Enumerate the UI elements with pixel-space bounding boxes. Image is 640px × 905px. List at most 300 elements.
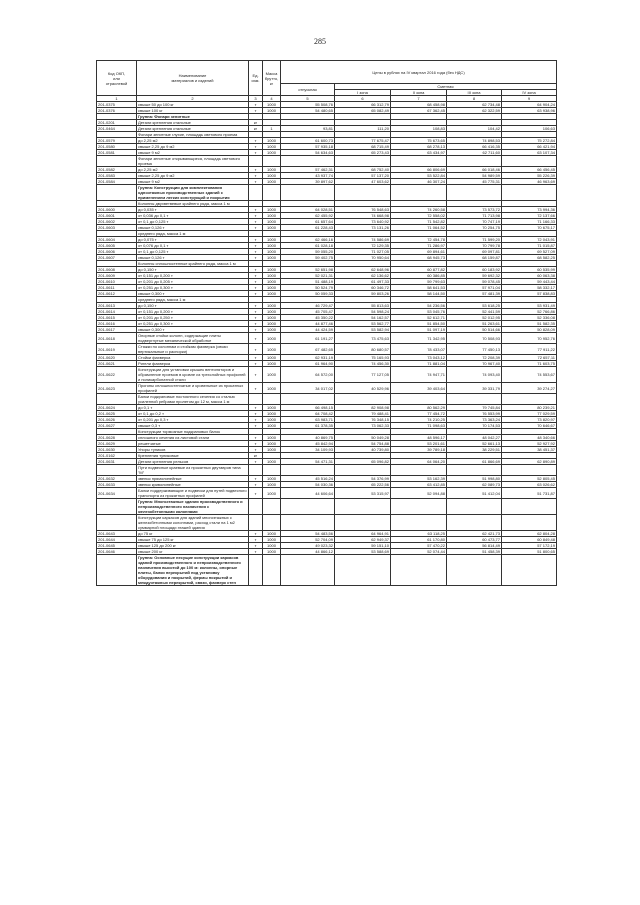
col-number: 4 [263, 96, 281, 102]
cell-price: 51 582,35 [502, 321, 557, 327]
cell-mass [263, 394, 281, 405]
cell-price: 50 514,66 [447, 327, 502, 333]
table-row [97, 476, 557, 482]
cell-price: 61 228,43 [281, 225, 335, 231]
cell-price: 53 162,39 [391, 476, 447, 482]
cell-unit: т [249, 108, 263, 114]
cell-price [335, 515, 391, 531]
cell-price: 51 998,80 [447, 476, 502, 482]
cell-mass: 1000 [263, 249, 281, 255]
cell-price: 71 166,33 [502, 219, 557, 225]
cell-price: 39 403,64 [391, 383, 447, 394]
cell-price: 74 456,30 [335, 361, 391, 367]
cell-price: 65 222,56 [335, 482, 391, 488]
cell-price [335, 465, 391, 476]
cell-price: 72 454,78 [391, 237, 447, 243]
cell-mass: 1000 [263, 279, 281, 285]
cell-price: 44 877,46 [281, 321, 335, 327]
cell-name: от 0,036 до 0,1 т [137, 213, 249, 219]
cell-name: Детали крепления стальные [137, 126, 249, 132]
cell-price [391, 499, 447, 515]
cell-name: свыше 9 м2 [137, 150, 249, 156]
cell-mass: 1000 [263, 411, 281, 417]
cell-price: 58 144,50 [391, 291, 447, 297]
cell-name: до 0,035 т [137, 207, 249, 213]
cell-price: 74 586,69 [335, 237, 391, 243]
cell-price: 50 049,28 [335, 435, 391, 441]
cell-name: Ригели фахверка [137, 361, 249, 367]
cell-price: 63 118,25 [391, 531, 447, 537]
cell-price: 66 312,79 [335, 102, 391, 108]
cell-name: от 0,251 до 0,300 т [137, 285, 249, 291]
cell-price: 44 424,59 [281, 327, 335, 333]
cell-code: 201-0627 [97, 423, 137, 429]
cell-name: до 75 кг [137, 531, 249, 537]
cell-price: 54 162,57 [335, 315, 391, 321]
cell-price: 65 273,43 [335, 150, 391, 156]
cell-code: 201-0582 [97, 167, 137, 173]
cell-price: 60 849,48 [502, 537, 557, 543]
cell-price [391, 185, 447, 201]
cell-price: 52 336,08 [502, 315, 557, 321]
cell-code: 201-0646 [97, 549, 137, 555]
cell-price: 52 927,92 [502, 441, 557, 447]
cell-price: 64 028,51 [281, 207, 335, 213]
cell-price [391, 394, 447, 405]
header-zone-4: IV зона [502, 90, 557, 96]
cell-mass: 1000 [263, 543, 281, 549]
cell-price: 70 254,75 [447, 225, 502, 231]
cell-price: 52 805,45 [502, 476, 557, 482]
cell-price: 70 950,64 [335, 255, 391, 261]
cell-price: 73 062,33 [335, 423, 391, 429]
cell-price: 73 131,26 [335, 225, 391, 231]
cell-price: 54 471,31 [281, 459, 335, 465]
cell-price: 66 806,69 [391, 167, 447, 173]
group-title: Группа: Многоэтажные здания производственного и непроизводственного назначения с железобетонными колоннами [137, 499, 249, 515]
cell-name: свыше 9 м2 [137, 179, 249, 185]
cell-price: 66 456,45 [502, 167, 557, 173]
cell-price: 73 640,92 [335, 219, 391, 225]
cell-price: 73 475,63 [335, 333, 391, 344]
cell-price: 57 470,22 [391, 543, 447, 549]
cell-price [391, 156, 447, 167]
cell-mass: 1000 [263, 267, 281, 273]
col-number: 3 [249, 96, 263, 102]
cell-price: 62 421,73 [447, 531, 502, 537]
cell-price: 71 603,75 [502, 361, 557, 367]
cell-mass: 1000 [263, 237, 281, 243]
cell-price: 60 183,92 [447, 267, 502, 273]
cell-unit: т [249, 279, 263, 285]
cell-mass: 1000 [263, 255, 281, 261]
cell-code: 201-0615 [97, 315, 137, 321]
cell-price [502, 499, 557, 515]
cell-price: 59 443,44 [502, 279, 557, 285]
section-title: Конструкции каркасов для зданий многоэтажных с железобетонными колоннами, расход стали на 1 м2 суммарной площади этажей здания [137, 515, 249, 531]
cell-price: 61 497,33 [335, 279, 391, 285]
cell-name: Прогоны сплошностенчатые и кровельные из прокатных профилей [137, 383, 249, 394]
cell-price: 71 713,98 [447, 213, 502, 219]
cell-code: 201-0602 [97, 219, 137, 225]
group-title: Группа: Конструкции для комплектования одноэтажных производственных зданий с применением легких конструкций и покрытия [137, 185, 249, 201]
cell-name: свыше 2,25 до 9 м2 [137, 173, 249, 179]
cell-name: до 0,075 т [137, 237, 249, 243]
cell-name: до 0,1 т [137, 405, 249, 411]
header-zone-3: III зона [447, 90, 502, 96]
header-code [97, 61, 137, 96]
cell-name: сплошного сечения из листовой стали [137, 435, 249, 441]
cell-price: 53 315,97 [335, 488, 391, 499]
cell-unit: т [249, 447, 263, 453]
cell-mass: 1000 [263, 435, 281, 441]
cell-price: 70 646,67 [502, 423, 557, 429]
cell-mass: 1 [263, 126, 281, 132]
cell-price: 55 508,76 [281, 102, 335, 108]
header-mass-label: Масса [265, 70, 278, 76]
cell-price: 39 331,79 [447, 383, 502, 394]
cell-price: 66 421,94 [502, 144, 557, 150]
cell-name: свыше 0,300 т [137, 327, 249, 333]
cell-code: 201-0162 [97, 453, 137, 459]
cell-mass: 1000 [263, 423, 281, 429]
cell-code [97, 465, 137, 476]
cell-price: 73 994,36 [502, 207, 557, 213]
table-row [97, 417, 557, 423]
cell-price: 50 059,33 [281, 291, 335, 297]
cell-name: от 0,1 до 0,2 т [137, 411, 249, 417]
cell-name: до 2,25 м2 [137, 138, 249, 144]
table-row [97, 321, 557, 327]
cell-price: 54 754,88 [335, 441, 391, 447]
cell-price: 60 473,77 [447, 537, 502, 543]
cell-name: свыше 50 до 100 кг [137, 102, 249, 108]
cell-mass: 1000 [263, 173, 281, 179]
cell-price: 49 023,32 [281, 543, 335, 549]
cell-price: 65 096,82 [335, 459, 391, 465]
cell-price: 68 752,40 [335, 167, 391, 173]
table-row [97, 315, 557, 321]
cell-unit: т [249, 417, 263, 423]
cell-price [447, 156, 502, 167]
table-row [97, 361, 557, 367]
cell-price: 39 789,18 [391, 447, 447, 453]
cell-mass [263, 185, 281, 201]
cell-price: 75 673,65 [391, 138, 447, 144]
cell-unit: т [249, 309, 263, 315]
cell-code: 201-0623 [97, 383, 137, 394]
cell-code [97, 185, 137, 201]
cell-unit: т [249, 102, 263, 108]
cell-price [281, 394, 335, 405]
cell-unit [249, 555, 263, 586]
cell-price: 77 454,72 [391, 411, 447, 417]
cell-price [335, 394, 391, 405]
cell-price: 45 775,31 [447, 179, 502, 185]
cell-mass [263, 555, 281, 586]
cell-price: 74 947,71 [391, 367, 447, 383]
cell-unit: т [249, 476, 263, 482]
cell-name: от 0,151 до 0,200 т [137, 273, 249, 279]
table-row [97, 383, 557, 394]
cell-price: 71 098,63 [391, 423, 447, 429]
cell-price: 62 804,28 [502, 531, 557, 537]
cell-unit: т [249, 367, 263, 383]
cell-price: 61 657,64 [281, 219, 335, 225]
cell-price: 60 386,85 [391, 273, 447, 279]
cell-code [97, 515, 137, 531]
cell-code: 201-0632 [97, 476, 137, 482]
cell-mass: 1000 [263, 405, 281, 411]
cell-unit [249, 185, 263, 201]
cell-price: 54 236,56 [391, 303, 447, 309]
cell-code: 201-0605 [97, 243, 137, 249]
col-number: 2 [137, 96, 249, 102]
table-row [97, 102, 557, 108]
cell-price: 77 029,59 [502, 411, 557, 417]
cell-mass: 1000 [263, 213, 281, 219]
cell-price: 64 064,20 [391, 459, 447, 465]
cell-code: 201-0613 [97, 303, 137, 309]
cell-code: 201-0626 [97, 417, 137, 423]
cell-name: Детали крепления рельсов [137, 459, 249, 465]
section-title: среднего ряда, масса 1 м [137, 297, 249, 303]
cell-price [335, 156, 391, 167]
cell-price [391, 555, 447, 586]
cell-unit: т [249, 321, 263, 327]
cell-price: 67 482,65 [281, 344, 335, 355]
cell-price: 58 641,53 [391, 285, 447, 291]
cell-mass: 1000 [263, 482, 281, 488]
cell-mass: 1000 [263, 537, 281, 543]
cell-unit [249, 394, 263, 405]
cell-price: 51 263,61 [447, 321, 502, 327]
cell-price: 74 898,53 [447, 138, 502, 144]
cell-mass: 1000 [263, 225, 281, 231]
cell-price: 76 553,99 [447, 411, 502, 417]
cell-price: 60 063,38 [502, 273, 557, 279]
cell-price: 79 488,41 [335, 411, 391, 417]
cell-unit: т [249, 405, 263, 411]
cell-price: 61 170,80 [391, 537, 447, 543]
cell-mass: 1000 [263, 531, 281, 537]
header-mass-label-2: брутто, [264, 75, 279, 81]
header-unit [249, 61, 263, 96]
header-price-title: Цены в рублях на IV квартал 2016 года (без НДС) [281, 61, 557, 84]
cell-code: 201-0644 [97, 537, 137, 543]
cell-name: от 0,201 до 0,205 т [137, 279, 249, 285]
cell-price [447, 465, 502, 476]
cell-price: 56 814,49 [447, 543, 502, 549]
cell-price: 45 705,47 [281, 309, 335, 315]
cell-price [391, 515, 447, 531]
cell-price: 55 226,39 [502, 173, 557, 179]
cell-name: Конструкции для установки крышек вентиляторов и обрамление проемов в кровле из трехслойных профилей и поликарбонатной стали [137, 367, 249, 383]
cell-price [281, 156, 335, 167]
cell-price: 63 938,96 [502, 108, 557, 114]
cell-code: 201-0625 [97, 411, 137, 417]
cell-price: 70 967,40 [447, 361, 502, 367]
cell-price: 61 378,35 [281, 423, 335, 429]
cell-mass: 1000 [263, 476, 281, 482]
cell-price: 53 201,61 [391, 441, 447, 447]
cell-price: 108,83 [391, 126, 447, 132]
cell-price: 106,63 [502, 126, 557, 132]
table-row [97, 333, 557, 344]
cell-unit: т [249, 361, 263, 367]
cell-price: 70 952,76 [502, 333, 557, 344]
cell-price: 46 307,24 [391, 179, 447, 185]
cell-code: 201-0607 [97, 255, 137, 261]
section-row [97, 156, 557, 167]
cell-mass: 1000 [263, 303, 281, 309]
header-code-label-3: отраслевой [105, 80, 128, 86]
cell-price: 68 945,73 [391, 255, 447, 261]
cell-price: 43 937,74 [281, 173, 335, 179]
cell-name: свыше 0,126 т [137, 225, 249, 231]
cell-unit: т [249, 303, 263, 309]
cell-price: 53 562,77 [335, 321, 391, 327]
cell-code: 201-0628 [97, 435, 137, 441]
cell-code: 201-0611 [97, 285, 137, 291]
section-row [97, 465, 557, 476]
cell-unit: т [249, 411, 263, 417]
cell-price: 79 745,84 [447, 405, 502, 411]
cell-price: 60 535,99 [502, 267, 557, 273]
cell-price: 52 094,88 [391, 488, 447, 499]
table-row [97, 126, 557, 132]
table-row [97, 459, 557, 465]
cell-code: 201-0620 [97, 355, 137, 361]
cell-price: 55 813,63 [335, 303, 391, 309]
cell-unit: т [249, 150, 263, 156]
table-row [97, 482, 557, 488]
cell-price: 68 278,13 [391, 144, 447, 150]
cell-price: 69 894,61 [391, 249, 447, 255]
table-row [97, 144, 557, 150]
cell-price: 62 136,62 [335, 273, 391, 279]
cell-price: 39 897,62 [281, 179, 335, 185]
cell-price: 54 480,65 [281, 108, 335, 114]
cell-mass: 1000 [263, 108, 281, 114]
cell-price: 57 172,19 [502, 543, 557, 549]
cell-price: 71 599,20 [447, 237, 502, 243]
header-unit-label-2: изм. [251, 78, 260, 83]
cell-code: 201-0584 [97, 179, 137, 185]
header-name-label-2: материалов и изделий [171, 78, 214, 83]
col-number: 5 [281, 96, 335, 102]
cell-price: 51 097,19 [391, 327, 447, 333]
cell-name: звенья криволинейные [137, 482, 249, 488]
cell-code: 201-0624 [97, 405, 137, 411]
cell-price: 72 137,66 [502, 213, 557, 219]
cell-unit: т [249, 488, 263, 499]
cell-code: 201-0606 [97, 249, 137, 255]
cell-price: 50 524,79 [281, 285, 335, 291]
cell-unit: т [249, 441, 263, 447]
cell-price: 70 799,78 [447, 243, 502, 249]
cell-unit: кг [249, 453, 263, 459]
cell-price: 69 097,81 [447, 249, 502, 255]
cell-code: 201-0618 [97, 333, 137, 344]
cell-price: 74 260,58 [391, 207, 447, 213]
cell-price [447, 185, 502, 201]
section-title: Фонари зенитные открывающиеся, площадь светового проема [137, 156, 249, 167]
cell-name: от 0,1 до 0,125 т [137, 249, 249, 255]
cell-mass: 1000 [263, 549, 281, 555]
cell-price: 62 089,73 [447, 482, 502, 488]
cell-code [97, 394, 137, 405]
cell-mass [263, 515, 281, 531]
group-title: Группа: Основные несущие конструкции каркасов зданий производственного и непроизводственного назначения высотой до 100 м: колонны, опорные плиты, балки перекрытий под установку оборудования и покрытий, фермы покрытий и междуэтажных перекрытий, связи, фахверк стен [137, 555, 249, 586]
cell-price: 72 208,39 [447, 355, 502, 361]
cell-unit: т [249, 285, 263, 291]
table-row [97, 219, 557, 225]
cell-price: 62 734,48 [447, 102, 502, 108]
cell-unit: т [249, 219, 263, 225]
cell-mass: 1000 [263, 321, 281, 327]
cell-price: 52 012,95 [447, 315, 502, 321]
price-table [96, 60, 557, 586]
cell-unit: т [249, 255, 263, 261]
cell-code: 201-0375 [97, 102, 137, 108]
cell-unit: т [249, 344, 263, 355]
cell-unit: т [249, 173, 263, 179]
cell-unit: т [249, 355, 263, 361]
cell-name: Опорные стойки колонн, содержащие плиты подвергнутые механической обработке [137, 333, 249, 344]
cell-price: 47 603,62 [335, 179, 391, 185]
cell-name: до 0,150 т [137, 267, 249, 273]
table-row [97, 279, 557, 285]
cell-price: 62 931,19 [281, 355, 335, 361]
cell-price: 40 739,80 [335, 447, 391, 453]
cell-mass [263, 465, 281, 476]
cell-price: 71 881,04 [391, 361, 447, 367]
cell-price: 77 450,13 [447, 344, 502, 355]
cell-mass: 1000 [263, 344, 281, 355]
cell-name: свыше 0,126 т [137, 255, 249, 261]
cell-mass: 1000 [263, 150, 281, 156]
cell-price [502, 515, 557, 531]
cell-price: 72 129,35 [335, 243, 391, 249]
cell-price: 52 766,86 [502, 309, 557, 315]
cell-price: 52 612,71 [391, 315, 447, 321]
cell-price: 80 562,29 [391, 405, 447, 411]
cell-price: 62 949,37 [335, 537, 391, 543]
cell-price: 77 127,05 [335, 367, 391, 383]
cell-price: 68 715,49 [335, 144, 391, 150]
cell-price: 65 082,49 [335, 108, 391, 114]
table-row [97, 344, 557, 355]
cell-price: 73 820,97 [502, 417, 557, 423]
cell-unit: т [249, 138, 263, 144]
cell-price: 51 854,50 [391, 321, 447, 327]
table-row [97, 273, 557, 279]
cell-code: 201-0643 [97, 531, 137, 537]
cell-code: 201-0631 [97, 459, 137, 465]
cell-price: 51 412,04 [447, 488, 502, 499]
cell-price: 45 516,24 [281, 476, 335, 482]
cell-code: 201-0604 [97, 237, 137, 243]
cell-price: 69 527,09 [502, 249, 557, 255]
cell-price [281, 185, 335, 201]
table-row [97, 285, 557, 291]
cell-price: 68 582,25 [502, 255, 557, 261]
cell-unit: т [249, 291, 263, 297]
cell-mass: 1000 [263, 273, 281, 279]
cell-code: 201-0612 [97, 291, 137, 297]
cell-price: 48 340,66 [502, 435, 557, 441]
